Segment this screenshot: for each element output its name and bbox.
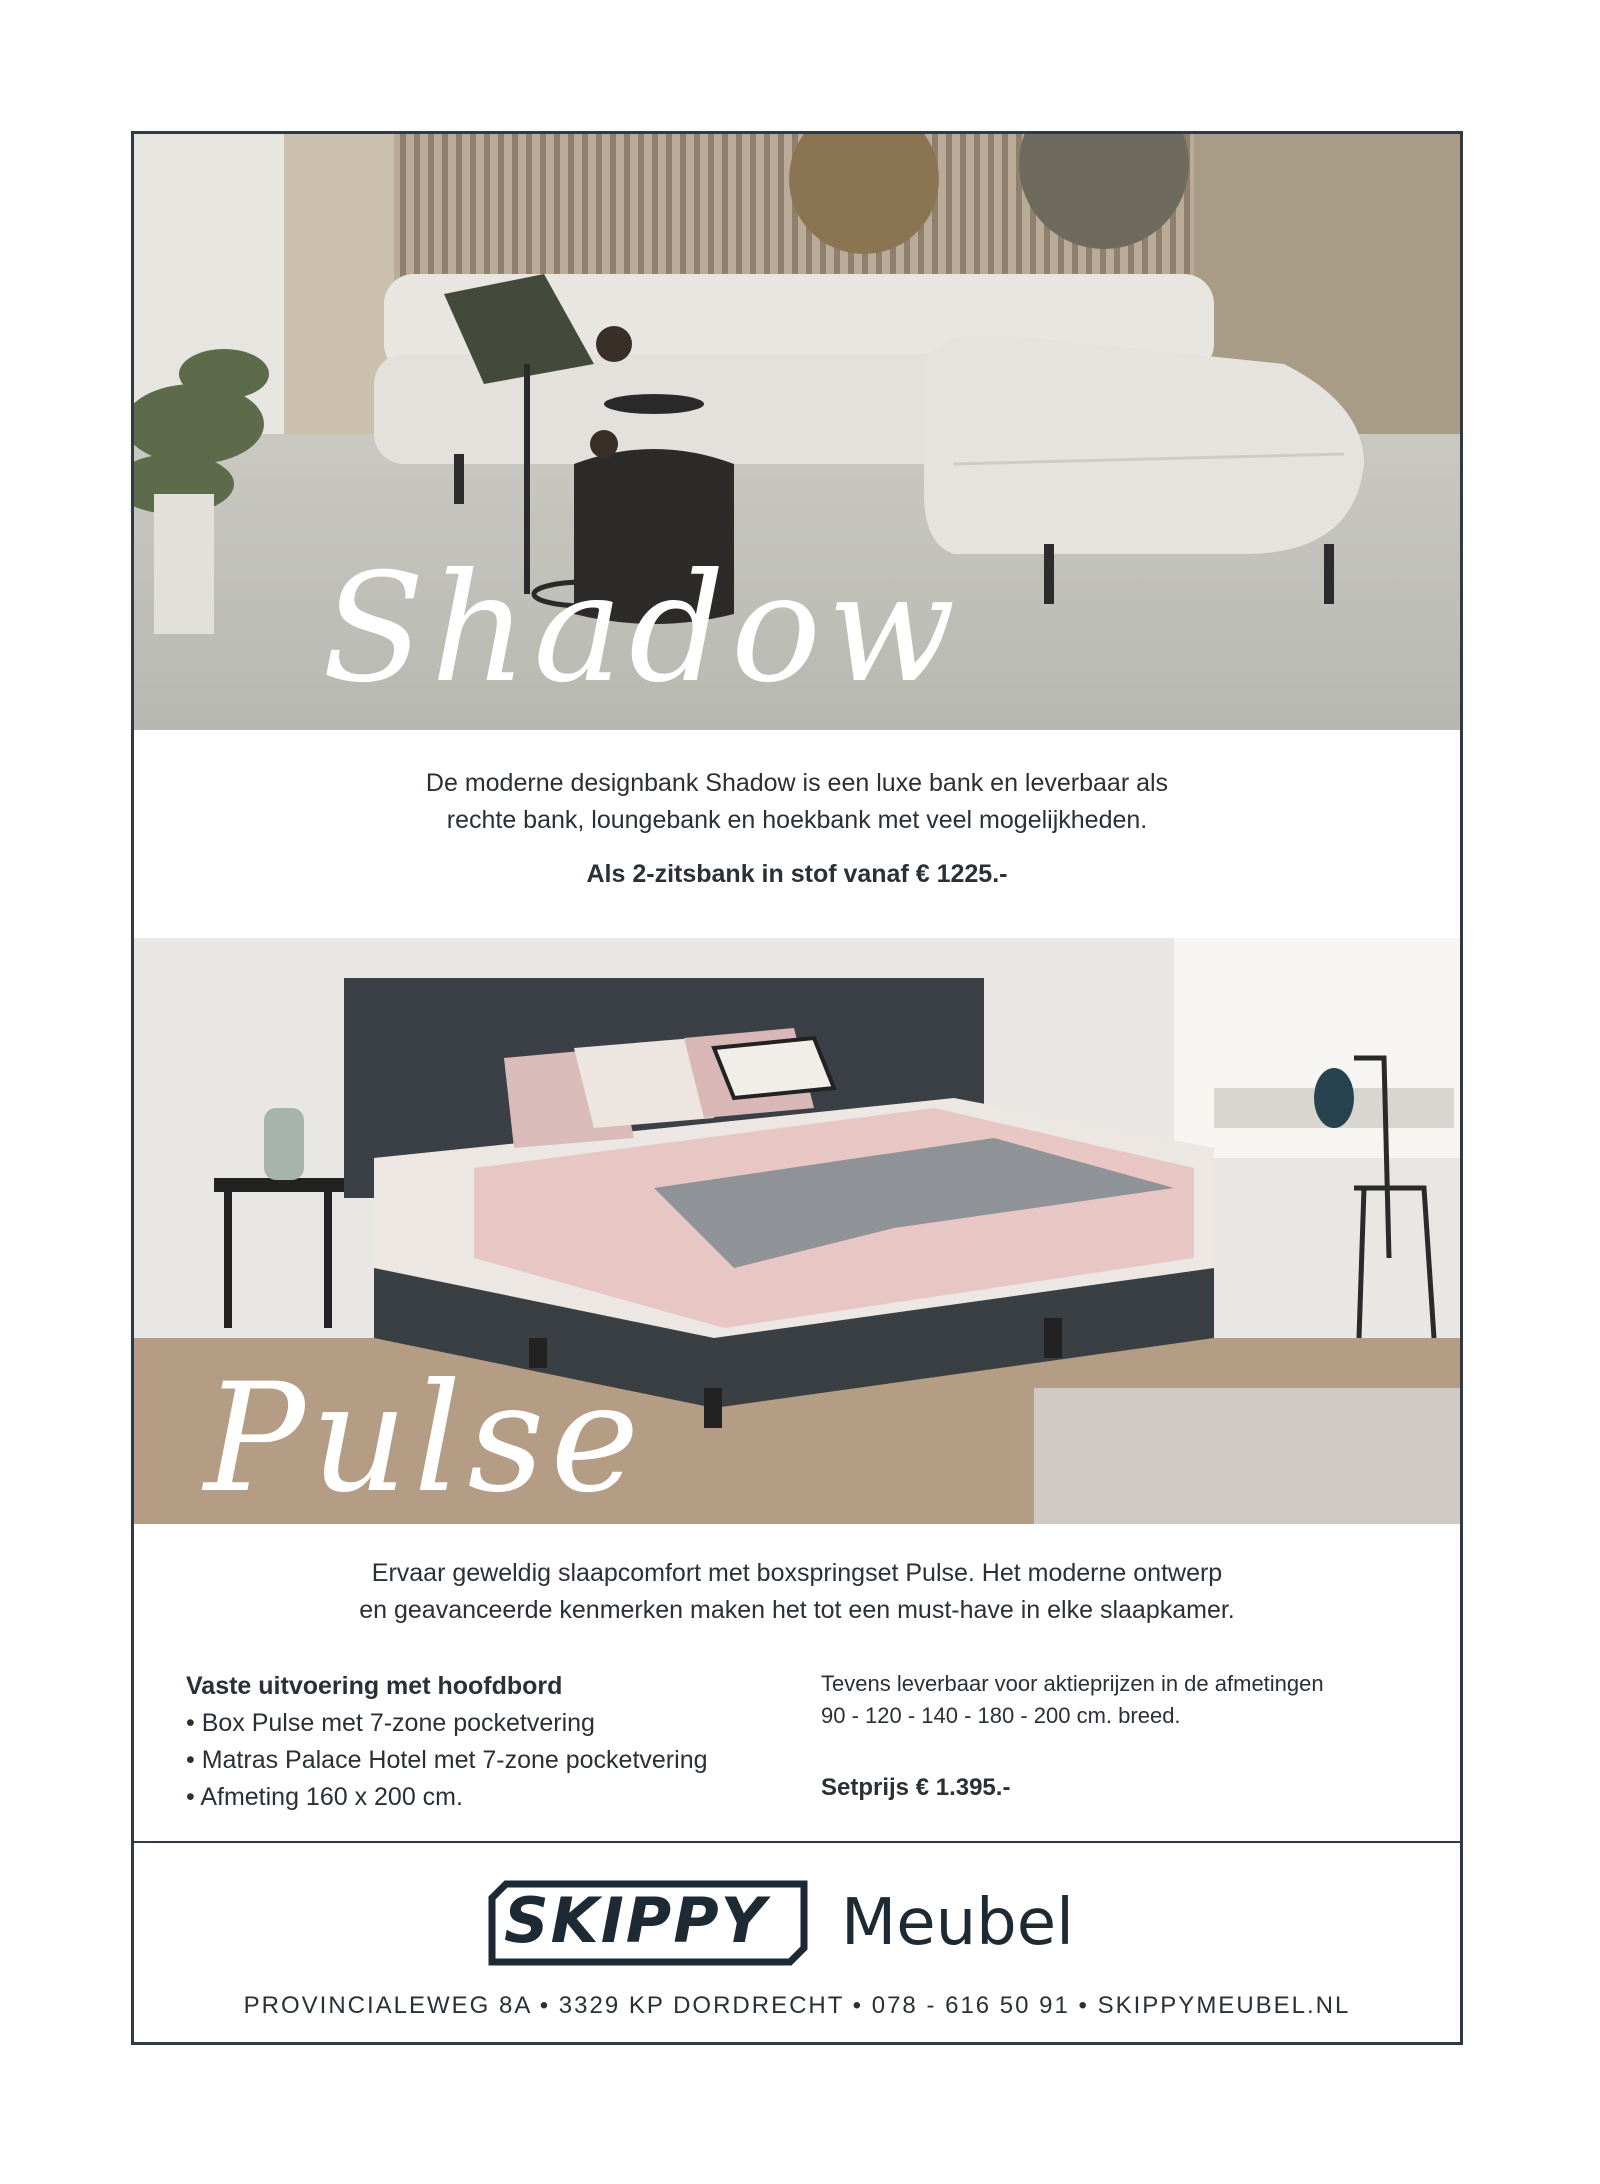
pulse-spec-item: • Box Pulse met 7-zone pocketvering: [186, 1709, 595, 1737]
pulse-spec-heading: Vaste uitvoering met hoofdbord: [186, 1672, 563, 1700]
shadow-description: [134, 765, 1460, 839]
pulse-spec-list: [186, 1668, 708, 1816]
pulse-description-line1: Ervaar geweldig slaapcomfort met boxspringset Pulse. Het moderne ontwerp: [371, 1559, 1223, 1587]
shadow-price: Als 2-zitsbank in stof vanaf € 1225.-: [586, 860, 1008, 888]
shadow-description-line1: De moderne designbank Shadow is een luxe bank en leverbaar als: [425, 769, 1169, 797]
store-address: PROVINCIALEWEG 8A • 3329 KP DORDRECHT • 078 - 616 50 91 • SKIPPYMEUBEL.NL: [243, 1992, 1351, 2019]
pulse-extra-info: [821, 1668, 1324, 1804]
pulse-extra-line1: Tevens leverbaar voor aktieprijzen in de afmetingen: [821, 1671, 1324, 1696]
pulse-spec-item: • Afmeting 160 x 200 cm.: [186, 1783, 463, 1811]
pulse-spec-item: • Matras Palace Hotel met 7-zone pocketvering: [186, 1746, 708, 1774]
pulse-bed-photo: [134, 938, 1460, 1524]
skippy-logo-word: SKIPPY: [504, 1884, 768, 1957]
shadow-description-line2: rechte bank, loungebank en hoekbank met veel mogelijkheden.: [446, 806, 1148, 834]
advertisement-frame: [131, 131, 1463, 2045]
pulse-script-title: Pulse: [204, 1352, 646, 1524]
shadow-sofa-photo: [134, 134, 1460, 730]
pulse-description: [134, 1555, 1460, 1629]
shadow-script-title: Shadow: [322, 542, 962, 716]
pulse-extra-line2: 90 - 120 - 140 - 180 - 200 cm. breed.: [821, 1703, 1181, 1728]
skippy-meubel-logo: [134, 1872, 1460, 1982]
pulse-description-line2: en geavanceerde kenmerken maken het tot een must-have in elke slaapkamer.: [359, 1596, 1235, 1624]
pulse-set-price: Setprijs € 1.395.-: [821, 1774, 1011, 1801]
footer-divider: [134, 1841, 1460, 1843]
meubel-logo-word: Meubel: [841, 1886, 1074, 1960]
